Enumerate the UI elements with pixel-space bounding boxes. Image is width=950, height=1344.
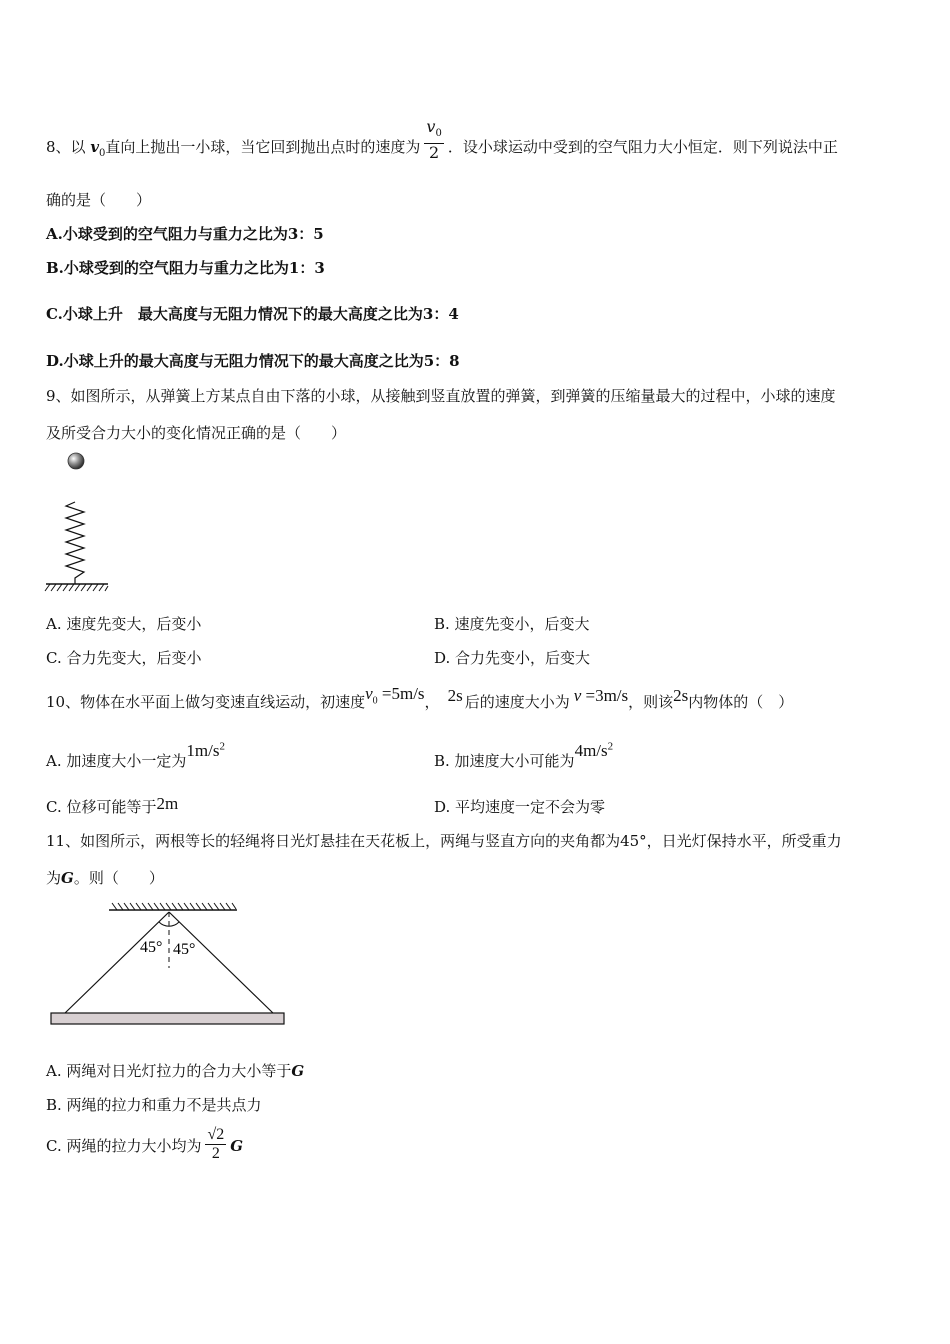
q9-stem-line2: 及所受合力大小的变化情况正确的是（ ） <box>46 424 347 442</box>
q10-option-a-text: A. 加速度大小一定为 <box>46 752 187 770</box>
q10-option-b-value <box>575 741 614 760</box>
q9-option-d: D. 合力先变小，后变大 <box>434 649 591 667</box>
q10-t1: 2s <box>447 686 463 705</box>
q8-v0: v <box>90 138 100 157</box>
q8-frac-num-sub: 0 <box>435 128 442 140</box>
q10-part4: 内物体的（ ） <box>688 693 794 711</box>
q9-option-a: A. 速度先变大，后变小 <box>46 615 202 633</box>
q10-part3: ，则该 <box>628 693 674 711</box>
q11-option-b: B. 两绳的拉力和重力不是共点力 <box>46 1096 262 1114</box>
q10-v0-val: =5m/s <box>377 684 425 703</box>
ground-hatch <box>45 584 108 591</box>
q10-option-b <box>434 740 614 771</box>
q10-v0-symbol: v <box>365 684 373 703</box>
q11-option-c-g: G <box>230 1136 244 1155</box>
q10-v0-expr <box>365 684 425 707</box>
q10-comma: ， <box>424 693 440 711</box>
q8-option-c: C.小球上升 最大高度与无阻力情况下的最大高度之比为3：4 <box>46 305 459 323</box>
ceiling-hatch <box>112 903 236 910</box>
angle-right-label: 45° <box>173 941 196 958</box>
q10-option-b-text: B. 加速度大小可能为 <box>434 752 575 770</box>
q10-option-a-value <box>186 741 225 760</box>
angle-left-label: 45° <box>140 939 163 956</box>
q9-option-b: B. 速度先变小，后变大 <box>434 615 590 633</box>
q9-option-c: C. 合力先变大，后变小 <box>46 649 202 667</box>
q11-stem-line2 <box>46 867 164 888</box>
q8-fraction <box>424 118 443 162</box>
q11-stem-line1: 11、如图所示，两根等长的轻绳将日光灯悬挂在天花板上，两绳与竖直方向的夹角都为45°，日光灯保持水平，所受重力 <box>46 832 842 850</box>
q10-option-c <box>46 796 178 817</box>
q10-option-b-unit: 4m/s <box>574 741 608 760</box>
q10-v-val: =3m/s <box>581 686 629 705</box>
q11-option-c-text: C. 两绳的拉力大小均为 <box>46 1136 202 1155</box>
q8-option-a: A.小球受到的空气阻力与重力之比为3：5 <box>46 225 324 243</box>
q11-option-a <box>46 1060 304 1081</box>
q11-option-c-num: √2 <box>207 1126 225 1143</box>
q10-v0-sub: 0 <box>372 695 378 707</box>
q10-option-d: D. 平均速度一定不会为零 <box>434 798 606 816</box>
spring-ball-figure <box>44 448 114 598</box>
q10-option-c-text: C. 位移可能等于 <box>46 798 157 816</box>
q11-option-c <box>46 1126 243 1163</box>
q11-option-a-g: G <box>291 1062 305 1080</box>
q11-g: G <box>61 869 74 887</box>
q10-stem <box>46 684 794 714</box>
q9-stem-line1: 9、如图所示，从弹簧上方某点自由下落的小球，从接触到竖直放置的弹簧，到弹簧的压缩量最大的过程中，小球的速度 <box>46 387 836 405</box>
q8-option-d: D.小球上升的最大高度与无阻力情况下的最大高度之比为5：8 <box>46 352 460 370</box>
q10-v-expr <box>574 686 628 705</box>
q11-line2-b: 。则（ ） <box>73 869 164 887</box>
q10-option-a-sup: 2 <box>219 740 225 753</box>
q8-option-b: B.小球受到的空气阻力与重力之比为1：3 <box>46 259 325 277</box>
q10-part1: 10、物体在水平面上做匀变速直线运动，初速度 <box>46 693 366 711</box>
lamp-tube <box>51 1013 284 1024</box>
q8-v0-sub: 0 <box>99 148 106 160</box>
q10-v-symbol: v <box>573 686 582 705</box>
q11-option-c-den: 2 <box>211 1145 220 1162</box>
q10-t2: 2s <box>673 686 689 705</box>
q10-option-b-sup: 2 <box>607 740 614 753</box>
q8-mid: 直向上抛出一小球，当它回到抛出点时的速度为 <box>105 138 421 157</box>
right-rope <box>169 912 274 1014</box>
q8-prefix: 8、以 <box>46 138 91 157</box>
ball-icon <box>68 453 84 469</box>
q11-option-c-fraction <box>205 1126 226 1163</box>
q8-stem-line1 <box>46 117 838 170</box>
q8-frac-num: v <box>426 117 436 136</box>
q10-part2: 后的速度大小为 <box>464 693 570 711</box>
q10-option-a <box>46 740 225 771</box>
q10-option-c-value: 2m <box>156 794 179 813</box>
spring-icon <box>66 502 84 584</box>
left-rope <box>64 912 169 1014</box>
lamp-figure <box>46 898 291 1030</box>
q8-suffix: ．设小球运动中受到的空气阻力大小恒定．则下列说法中正 <box>447 138 838 157</box>
q8-stem-line2: 确的是（ ） <box>46 191 152 209</box>
q10-option-a-unit: 1m/s <box>186 741 220 760</box>
q8-frac-den: 2 <box>429 143 440 163</box>
q11-line2-a: 为 <box>46 869 62 887</box>
q11-option-a-text: A. 两绳对日光灯拉力的合力大小等于 <box>46 1062 292 1080</box>
